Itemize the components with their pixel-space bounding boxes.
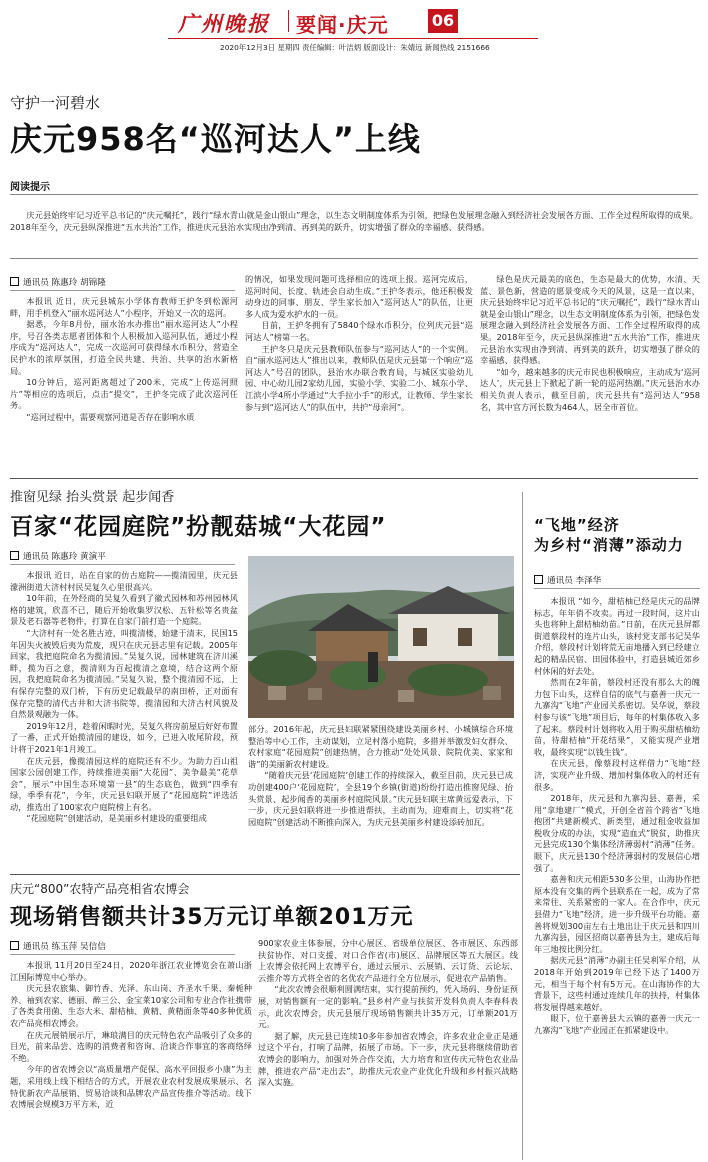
masthead-section: 要闻·庆元 [296, 13, 389, 37]
article-title: 庆元958名“巡河达人”上线 [10, 120, 421, 158]
paragraph: 眼下，位于嘉善县大云镇的嘉善一庆元一九寨沟“飞地”产业园正在抓紧建设中。 [534, 1013, 700, 1035]
masthead-divider [288, 10, 289, 32]
article-column-2 [245, 274, 473, 472]
article-subtitle: 为乡村“消薄”添动力 [534, 536, 684, 554]
paragraph: 本报讯 “如今，甜桔柚已经是庆元的品牌标志，年年俏不攻卖。再过一段时间，这片山头也将种上甜桔柚幼苗。”日前，在庆元县屏都街道蔡段村的连片山头，该村党支部书记吴华介绍，蔡段村计划将荒无亩地播入到已经建立起的精品民宿、田园体验中，打造县城近郊乡村休闲的好去处。 [534, 596, 700, 676]
article-column [534, 596, 700, 1160]
paragraph: “此次农博会很顺利圆满结束，实行提前预约，凭入场码、身份证预展，对销售额有一定的影响。”县乡村产业与扶贫开发科负责人李春科表示，此次农博会，庆元县展厅现场销售额共计35万元，订单额201万元。 [258, 984, 518, 1030]
paragraph: 绿色是庆元最美的底色，生态是最大的优势，水清、天蓝、景色新，营造的愿景变成今天的风景，这是一直以来，庆元县始终牢记习近平总书记的“庆元嘱托”，践行“绿水青山就是金山银山”理念，以生态文明制度体系为引领，把绿色发展理念融入到经济社会发展各方面、工作全过程所取得的成果。2018年至今，庆元县纵深推进“五水共治”工作，推进庆元县治水实现由净到清、再到美的跃升，切实增强了群众的幸福感、获得感。 [480, 274, 700, 366]
paragraph: 本报讯 近日，站在自家的仿古庭院——揽清园里，庆元县濛洲街道大济村村民吴复久心里很高兴。 [10, 570, 238, 592]
paragraph: “巡河过程中，需要观察河道是否存在影响水质 [26, 411, 195, 422]
byline-rule [534, 588, 700, 589]
article-column-3 [480, 274, 700, 472]
summary-label: 阅读提示 [10, 182, 50, 193]
paragraph: 据了解，庆元县已连续10多年参加省农博会，许多农业企业正是通过这个平台，打响了品牌，拓展了市场。下一步，庆元县将继续借助省农博会的影响力，加强对外合作交流，大力培育和宣传庆元特色农业品牌，推进农产品“走出去”，助推庆元农业产业优化升级和乡村振兴战略深入实施。 [258, 1030, 518, 1088]
byline-rule [10, 954, 235, 955]
article-kicker: 守护一河碧水 [10, 94, 101, 112]
article-title: 现场销售额共计35万元订单额201万元 [10, 905, 414, 930]
paragraph: 10分钟后，巡河距离超过了200米，完成”上传巡河照片”等相应的选项后，点击“提交”，王护冬完成了此次巡河任务。 [10, 377, 238, 411]
page-number-badge: 06 [428, 9, 458, 33]
paragraph: 2019年12月，趁着闲暇时光，吴复久将房前屋后好好布置了一番，正式开始揽清园的建设，如今，已进入收尾阶段，预计将于2021年1月竣工。 [10, 720, 238, 754]
dateline: 2020年12月3日 星期四 责任编辑：叶洁炳 版面设计：朱婧远 新闻热线 2151666 [220, 43, 490, 52]
section-divider [10, 478, 698, 479]
article-column-1 [10, 960, 252, 1160]
masthead-logo: 广州晚报 [178, 11, 270, 36]
paragraph: 据悉，今年8月份，丽水治水办推出“丽水巡河达人”小程序，号召各类志愿者团体和个人积极加入巡河队伍，通过小程序成为“巡河达人”，完成一次巡河可获得绿水币积分，营造全民护水的浓厚氛围，打造全民共建、共治、共享的治水新格局。 [10, 319, 238, 376]
paragraph: 庆元县农旅集、御竹香、光泽、东山岗、齐圣水千果、秦栀种养、袖到农家、德丽、醉三公、金宝莱10家公司和专业合作社携带了各类食用菌、生态大米、甜桔柚、黄精、黄精面条等40多种优质农产品亮相农博会。 [10, 983, 252, 1028]
byline: 通讯员 陈惠玲 黄演平 [10, 550, 106, 562]
paragraph: 今年的省农博会以“高质量增产促保、高水平回报乡小康”为主题，采用线上线下相结合的方式，开展农业农村发展成果展示、名特优新农产品展销、贸易洽谈和品牌农产品宣传推介等活动。线下农博展会规模3万平方米，近 [10, 1064, 252, 1110]
summary-text: 庆元县始终牢记习近平总书记的“庆元嘱托”，践行“绿水青山就是金山银山”理念，以生态文明制度体系为引领，把绿色发展理念融入到经济社会发展各方面、工作全过程所取得的成果。2018年至今，庆元县纵深推进“五水共治”工作，推进庆元县治水实现由净到清、再到美的跃升，切实增强了群众的幸福感、获得感。 [10, 210, 698, 232]
paragraph: 目前，王护冬拥有了5840个绿水币积分，位列庆元县“巡河达人”榜第一名。 [245, 320, 473, 342]
article-column-1 [10, 296, 238, 472]
summary-bottom-rule [10, 258, 698, 259]
paragraph: 王护冬只是庆元县教师队伍参与“巡河达人”的一个实例。自“丽水巡河达人”推出以来，教师队伍是庆元县第一个响应“巡河达人”号召的团队，县治水办联合教育局，与城区实验幼儿园、中心幼儿园2家幼儿园，实验小学、实验二小、城东小学、江滨小学4所小学通过“大手拉小手”的形式，让教师、学生家长参与到“巡河达人”的队伍中，共护“母亲河”。 [245, 343, 473, 412]
paragraph: 的情况，如果发现问题可选择相应的选项上报。巡河完成后，巡河时间、长度、轨迹会自动生成。”王护冬表示，他还积极发动身边的同事、朋友、学生家长加入“巡河达人”的队伍，让更多人成为爱水护水的一员。 [245, 274, 473, 319]
paragraph: “大济村有一处名胜古迹，叫揽清楼，始建于清末，民国15年因失火被毁后夷为荒废，现只在庆元县志里有记载。2005年回家，我把庭院命名为揽清园。”吴复久说，园林建筑在济川溪畔，揽为百之意，揽清则为百起揽清之意境，结合这两个原因，我把庭院命名为揽清园。”吴复久说，整个揽清园不远，上有保存完整的双门桥，下有历史记载最早的南田桥，正对面有保存完整的清代古井和大济书院等，揽清园和大济古村风貌及自然景观融为一体。 [10, 627, 238, 720]
paragraph: 本报讯 近日，庆元县城东小学体育教师王护冬到松源河畔，用手机登入“丽水巡河达人”小程序，开始又一次的巡河。 [10, 296, 238, 318]
garden-photo [248, 556, 514, 718]
paragraph: 在庆元展销展示厅，琳琅满目的庆元特色农产品吸引了众多的目光，前来品尝、选购的消费者和咨询、洽谈合作事宜的客商络绎不绝。 [10, 1029, 252, 1063]
paragraph: “随着庆元县‘花园庭院’创建工作的持续深入，截至目前，庆元县已成功创建400户‘花园庭院’，全县19个乡镇(街道)纷纷打造出推窗见绿、抬头赏景、起步闻香的美丽乡村庭院风景。”庆元县妇联主席黄远爱表示，下一步，庆元县妇联将进一步推进帮扶，主动而为，迎难而上，切实将“花园庭院”创建活动不断推向深入，为庆元县美丽乡村建设添砖加瓦。 [248, 770, 513, 827]
byline: 通讯员 陈惠玲 胡锦隆 [10, 276, 106, 288]
paragraph: 10年前，在外经商的吴复久看到了徽式园林和苏州园林风格的建筑，欣喜不已，随后开始收集罗汉松、五针松等名贵盆景及老石器等老物件，打算在自家门前打造一个庭院。 [10, 593, 238, 627]
paragraph: 2018年，庆元县和九寨沟县、嘉善，采用“拿地建厂”模式，开创全省首个跨省“飞地抱团”共建新模式、新类型，通过租金收益加税收分成的办法，实现“造血式”脱贫，助推庆元县完成130个集体经济薄弱村“消薄”任务。眼下，庆元县130个经济薄弱村的发展信心增强了。 [534, 793, 700, 873]
article-column-1 [10, 570, 238, 866]
paragraph: 本报讯 11月20日至24日，2020年浙江农业博览会在萧山浙江国际博览中心举办。 [10, 960, 252, 982]
column-separator [522, 492, 523, 1160]
byline: 通讯员 练玉萍 吴信信 [10, 940, 106, 952]
article-column-2 [248, 724, 513, 864]
paragraph: “花园庭院”创建活动，是美丽乡村建设的重要组成 [26, 813, 207, 824]
article-column-2 [258, 938, 518, 1160]
article-kicker: 推窗见绿 抬头赏景 起步闻香 [10, 490, 175, 505]
paragraph: 部分。2016年起，庆元县妇联紧紧围绕建设美丽乡村、小城镇综合环境整治等中心工作，主动谋划，立足村落小庭院，多措并举激发妇女群众、农村家庭“花园庭院”创建热情，合力推动“处处风景、院院优美、家家和谐”的美丽新农村建设。 [248, 724, 513, 769]
byline-rule [10, 564, 235, 565]
garden-photo-art [248, 556, 514, 718]
byline-rule [10, 290, 235, 291]
paragraph: 在庆元县，像揽清园这样的庭院还有不少。为助力百山祖国家公园创建工作，持续推进美丽“大花园”、美争最美“花草会”，展示“中国生态环境第一县”的生态底色，做到“四季有绿，季季有花”，今年，庆元县妇联开展了“花园庭院”评选活动，推选出了100家农户庭院榜上有名。 [10, 755, 238, 812]
paragraph: 900家农业主体参展，分中心展区、省级单位展区、各市展区、东西部扶贫协作、对口支援、对口合作省(市)展区、品牌展区等五大展区。线上农博会依托网上农博平台，通过云展示、云展销、云订货、云论坛、云推介等方式将全省的名优农产品进行全方位展示，促进农产品销售。 [258, 938, 518, 983]
masthead-rule [168, 38, 538, 39]
article-kicker: 庆元“800”农特产品亮相省农博会 [10, 882, 190, 896]
paragraph: 嘉善和庆元相距530多公里，山海协作把原本没有交集的两个县联系在一起，成为了常来常往、关系紧密的一家人。在合作中，庆元县借力“飞地”经济，进一步升级平台功能。嘉善将规划300亩左右土地出让于庆元县和四川九寨沟县，园区招商以嘉善县为主，建成后每年三地按比例分红。 [534, 874, 700, 954]
paragraph: 然而在2年前，蔡段村还没有那么大的魄力包下山头，这样自信的底气与嘉善一庆元一九寨沟“飞地”产业园关系密切。吴华说，蔡段村参与该“飞地”项目后，每年的村集体收入多了起来。蔡段村计划将收入用于购买甜桔柚幼苗，待甜桔柚“开花结果”，又能实现产业增收，最终实现“以钱生钱”。 [534, 677, 700, 757]
summary-rule [10, 194, 698, 195]
article-title: 百家“花园庭院”扮靓菇城“大花园” [10, 514, 387, 540]
paragraph: 在庆元县，像蔡段村这样借力“飞地”经济，实现产业升级、增加村集体收入的村还有很多。 [534, 758, 700, 792]
byline: 通讯员 李泽华 [534, 574, 601, 586]
paragraph: “如今，越来越多的庆元市民也积极响应，主动成为‘巡河达人’，庆元县上下掀起了新一轮的巡河热潮。”庆元县治水办相关负责人表示，截至目前，庆元县共有“巡河达人”958名，其中官方河长数为464人，居全市首位。 [480, 366, 700, 412]
section-divider [10, 874, 520, 875]
paragraph: 据庆元县“消薄”办副主任吴利军介绍，从2018年开始到2019年已经下达了1400万元，相当于每个村有5万元。在山海协作的大背景下，这些村通过连续几年的扶持，村集体将发展得越来越好。 [534, 955, 700, 1012]
article-title: “飞地”经济 [534, 516, 620, 534]
